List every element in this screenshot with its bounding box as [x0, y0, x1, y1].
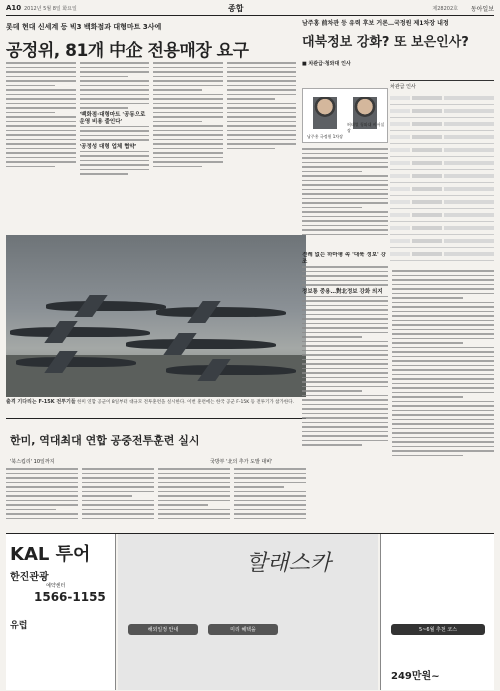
left-story — [6, 18, 296, 61]
body-column — [6, 62, 76, 230]
left-story-body — [6, 62, 296, 230]
body-column — [227, 62, 297, 230]
table-row — [390, 209, 494, 222]
table-row — [390, 183, 494, 196]
left-story-headline: 공정위, 81개 中企 전용매장 요구 — [6, 41, 249, 61]
photo-caption — [6, 399, 306, 406]
table-title: 차관급 인사 — [390, 84, 416, 90]
table-row — [390, 118, 494, 131]
body-column — [153, 62, 223, 230]
mid-story-body — [6, 468, 306, 528]
pull-quote-1: '백화점·대형마트 '공동으로 운영 비용 줄인다' — [79, 111, 146, 125]
portrait-photo — [313, 97, 337, 129]
body-column — [80, 62, 150, 230]
ad-right-panel — [380, 534, 494, 690]
ad-phone: 1566-1155 — [34, 590, 106, 604]
ad-script-title: 할래스카 — [246, 551, 332, 576]
table-row — [390, 157, 494, 170]
ad-region: 유럽 — [10, 621, 28, 631]
ad-center-panel — [118, 534, 378, 690]
mid-story-headline: 한미, 역대최대 연합 공중전투훈련 실시 — [10, 434, 200, 447]
appointment-table — [390, 80, 494, 265]
right-story-body-3 — [392, 270, 494, 532]
table-row — [390, 92, 494, 105]
ad-pill: 미리 혜택을 — [208, 624, 278, 635]
section-title: 종합 — [228, 4, 244, 13]
ad-brand: KAL 투어 — [10, 544, 91, 565]
table-row — [390, 248, 494, 261]
right-story — [302, 18, 494, 67]
left-story-kicker: 롯데 현대 신세계 등 빅3 백화점과 대형마트 3사에 — [6, 23, 162, 31]
table-row — [390, 105, 494, 118]
ad-company: 한진관광 — [10, 572, 49, 583]
right-story-headline: 대북정보 강화? 또 보은인사? — [302, 35, 469, 50]
header-rule — [6, 15, 494, 16]
table-row — [390, 222, 494, 235]
ad-pill: 5~6월 추천 코스 — [391, 624, 485, 635]
ad-price: 249만원~ — [391, 671, 440, 682]
right-story-body — [302, 148, 388, 248]
ad-left-panel — [6, 534, 116, 690]
table-row — [390, 196, 494, 209]
page-number: A10 — [6, 4, 22, 12]
table-row — [390, 170, 494, 183]
edition-number: 제28202호 — [432, 6, 458, 12]
page-header — [6, 2, 494, 14]
ad-pill: 해외일정 안내 — [128, 624, 198, 635]
caption-title: 출격 기다리는 F-15K 전투기들 — [6, 399, 76, 405]
publication-date: 2012년 5월 8일 화요일 — [24, 6, 77, 12]
portrait-name: 남주홍 국정원 1차장 — [307, 134, 343, 139]
right-box-label: ■ 차관급·청와대 인사 — [302, 61, 351, 67]
table-row — [390, 131, 494, 144]
fighter-jets-photo — [6, 235, 306, 397]
travel-advertisement — [6, 533, 494, 689]
portrait-box — [302, 88, 388, 143]
table-row — [390, 144, 494, 157]
table-row — [390, 235, 494, 248]
right-subhead: 전례 없는 하마평 속 '대북 정보' 강조 — [302, 252, 386, 265]
pull-quote-2: '공정성 대형 업체 협약' — [79, 143, 137, 150]
mid-story-kicker: '북스킵리' 10일까지 — [10, 459, 55, 465]
portrait-name: 허태열 청와대 비서실장 — [347, 122, 385, 133]
mid-story-sub: 국방부 '北의 추가 도발 대비' — [210, 459, 273, 465]
newspaper-brand: 동아일보 — [470, 6, 494, 13]
caption-text: 한미 연합 공군이 8일부터 대규모 전투훈련을 실시한다. 이번 훈련에는 한국 공군 F-15K 등 전투기가 참가한다. — [77, 400, 295, 405]
ad-reserve-label: 예약센터 — [46, 583, 66, 589]
section-rule — [6, 418, 306, 419]
right-subhead: 정보통 중용…對北정보 강화 의지 — [302, 288, 383, 295]
right-story-kicker: 남주홍 前차관 등 유력 후보 거론…국정원 제1차장 내정 — [302, 20, 449, 27]
right-story-body-2 — [302, 252, 388, 532]
